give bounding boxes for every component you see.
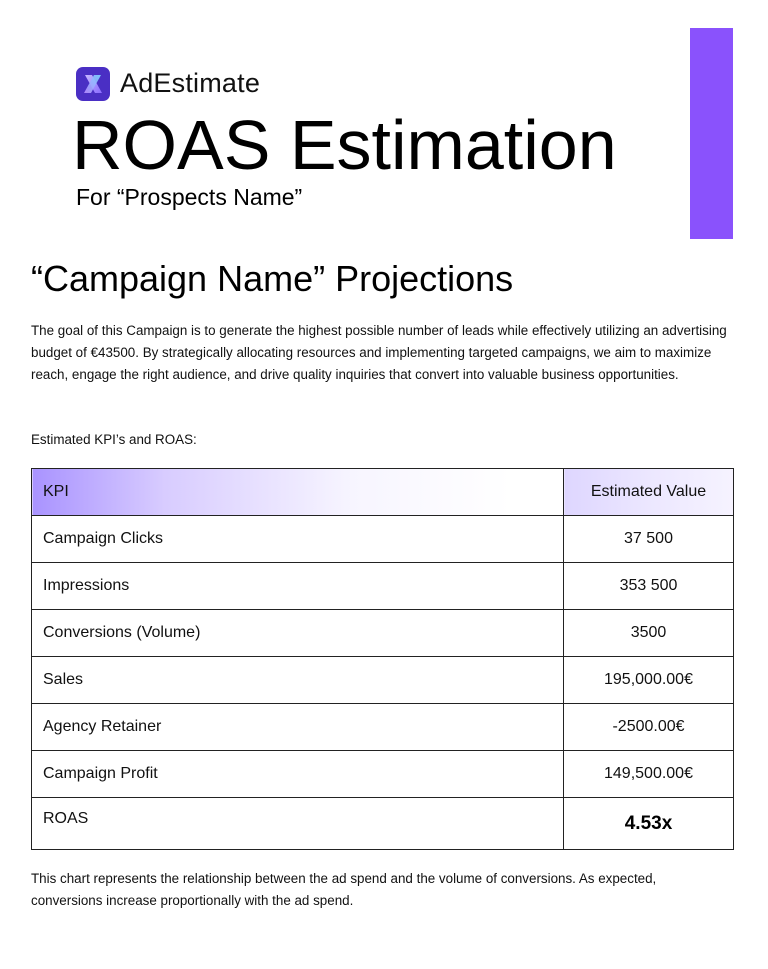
kpi-cell: ROAS	[32, 798, 564, 850]
value-cell: 353 500	[564, 563, 734, 610]
accent-bar	[690, 28, 733, 239]
kpi-cell: Agency Retainer	[32, 704, 564, 751]
table-row-roas	[32, 798, 734, 850]
table-row	[32, 563, 734, 610]
footer-note: This chart represents the relationship between the ad spend and the volume of conversions. As expected, conversions increase proportionally with the ad spend.	[31, 871, 657, 908]
kpi-cell: Sales	[32, 657, 564, 704]
brand-name: AdEstimate	[120, 68, 261, 98]
brand-logo	[76, 66, 260, 101]
table-caption: Estimated KPI’s and ROAS:	[31, 432, 197, 447]
x-mark-logo-icon	[76, 67, 110, 101]
page-title: ROAS Estimation	[72, 106, 617, 184]
kpi-cell: Impressions	[32, 563, 564, 610]
value-cell: 37 500	[564, 516, 734, 563]
page-subtitle: For “Prospects Name”	[76, 184, 303, 210]
kpi-cell: Campaign Profit	[32, 751, 564, 798]
table-row	[32, 704, 734, 751]
kpi-cell: Campaign Clicks	[32, 516, 564, 563]
value-cell: -2500.00€	[564, 704, 734, 751]
table-row	[32, 751, 734, 798]
value-cell: 3500	[564, 610, 734, 657]
kpi-cell: Conversions (Volume)	[32, 610, 564, 657]
table-row	[32, 657, 734, 704]
column-header-kpi: KPI	[32, 469, 564, 516]
table-row	[32, 516, 734, 563]
section-heading: “Campaign Name” Projections	[31, 258, 514, 299]
intro-paragraph: The goal of this Campaign is to generate the highest possible number of leads while effectively utilizing an advertising budget of €43500. By strategically allocating resources and implementing targeted campaigns, we aim to maximize reach, engage the right audience, and drive quality inquiries that convert into valuable business opportunities.	[31, 323, 727, 382]
kpi-table	[31, 468, 734, 850]
column-header-estimated-value: Estimated Value	[564, 469, 734, 516]
roas-value-cell: 4.53x	[564, 798, 734, 850]
value-cell: 195,000.00€	[564, 657, 734, 704]
value-cell: 149,500.00€	[564, 751, 734, 798]
table-row	[32, 610, 734, 657]
table-header-row	[32, 469, 734, 516]
